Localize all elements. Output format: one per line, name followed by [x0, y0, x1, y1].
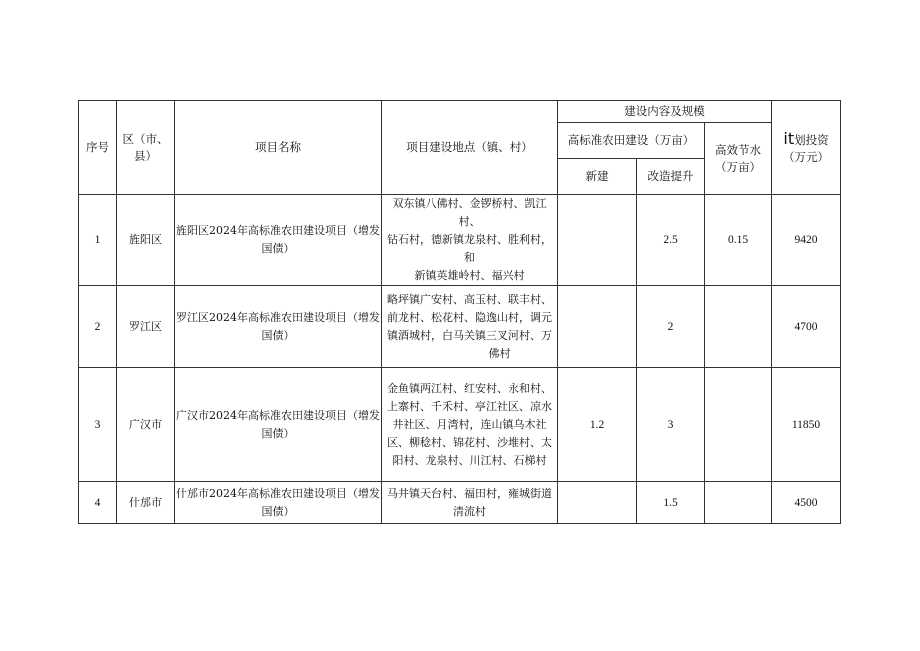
header-seq: 序号	[79, 101, 117, 195]
row-upgrade: 2	[637, 286, 705, 368]
row-seq: 1	[79, 195, 117, 286]
row-seq: 4	[79, 482, 117, 524]
row-water-saving	[705, 368, 772, 482]
row-project-name: 罗江区2024年高标准农田建设项目（增发 国债）	[175, 286, 382, 368]
header-district: 区（市、 县）	[117, 101, 175, 195]
row-water-saving	[705, 286, 772, 368]
row-district: 什邡市	[117, 482, 175, 524]
row-district: 罗江区	[117, 286, 175, 368]
row-water-saving: 0.15	[705, 195, 772, 286]
row-seq: 2	[79, 286, 117, 368]
row-location: 略坪镇广安村、高玉村、联丰村、 前龙村、松花村、隐逸山村，调元 镇酒城村，白马关镇三叉河村、万 佛村	[382, 286, 558, 368]
header-investment: it划投资 （万元）	[772, 101, 841, 195]
table-row	[79, 286, 841, 368]
row-investment: 9420	[772, 195, 841, 286]
table-row	[79, 368, 841, 482]
row-upgrade: 3	[637, 368, 705, 482]
row-upgrade: 2.5	[637, 195, 705, 286]
row-investment: 4700	[772, 286, 841, 368]
row-new-build	[558, 286, 637, 368]
header-project-name: 项目名称	[175, 101, 382, 195]
header-upgrade: 改造提升	[637, 159, 705, 195]
row-project-name: 什邡市2024年高标准农田建设项目（增发 国债）	[175, 482, 382, 524]
row-investment: 11850	[772, 368, 841, 482]
row-water-saving	[705, 482, 772, 524]
header-high-standard: 高标准农田建设（万亩）	[558, 123, 705, 159]
row-district: 广汉市	[117, 368, 175, 482]
row-district: 旌阳区	[117, 195, 175, 286]
row-location: 马井镇天台村、福田村，雍城街道 清流村	[382, 482, 558, 524]
header-row-1	[79, 101, 841, 123]
row-project-name: 旌阳区2024年高标准农田建设项目（增发 国债）	[175, 195, 382, 286]
header-new-build: 新建	[558, 159, 637, 195]
table-row	[79, 195, 841, 286]
row-location: 金鱼镇两江村、红安村、永和村、 上寨村、千禾村、亭江社区、凉水 井社区、月湾村，连山镇乌木社 区、柳稔村、锦花村、沙堆村、太 阳村、龙泉村、川江村、石梯村	[382, 368, 558, 482]
row-new-build	[558, 482, 637, 524]
table-row	[79, 482, 841, 524]
row-upgrade: 1.5	[637, 482, 705, 524]
project-table	[78, 100, 841, 524]
row-seq: 3	[79, 368, 117, 482]
row-project-name: 广汉市2024年高标准农田建设项目（增发 国债）	[175, 368, 382, 482]
row-new-build: 1.2	[558, 368, 637, 482]
header-location: 项目建设地点（镇、村）	[382, 101, 558, 195]
row-new-build	[558, 195, 637, 286]
header-water-saving: 高效节水 （万亩）	[705, 123, 772, 195]
row-location: 双东镇八佛村、金锣桥村、凯江村、 钻石村，德新镇龙泉村、胜利村，和 新镇英雄岭村、福兴村	[382, 195, 558, 286]
header-content-scale: 建设内容及规模	[558, 101, 772, 123]
row-investment: 4500	[772, 482, 841, 524]
